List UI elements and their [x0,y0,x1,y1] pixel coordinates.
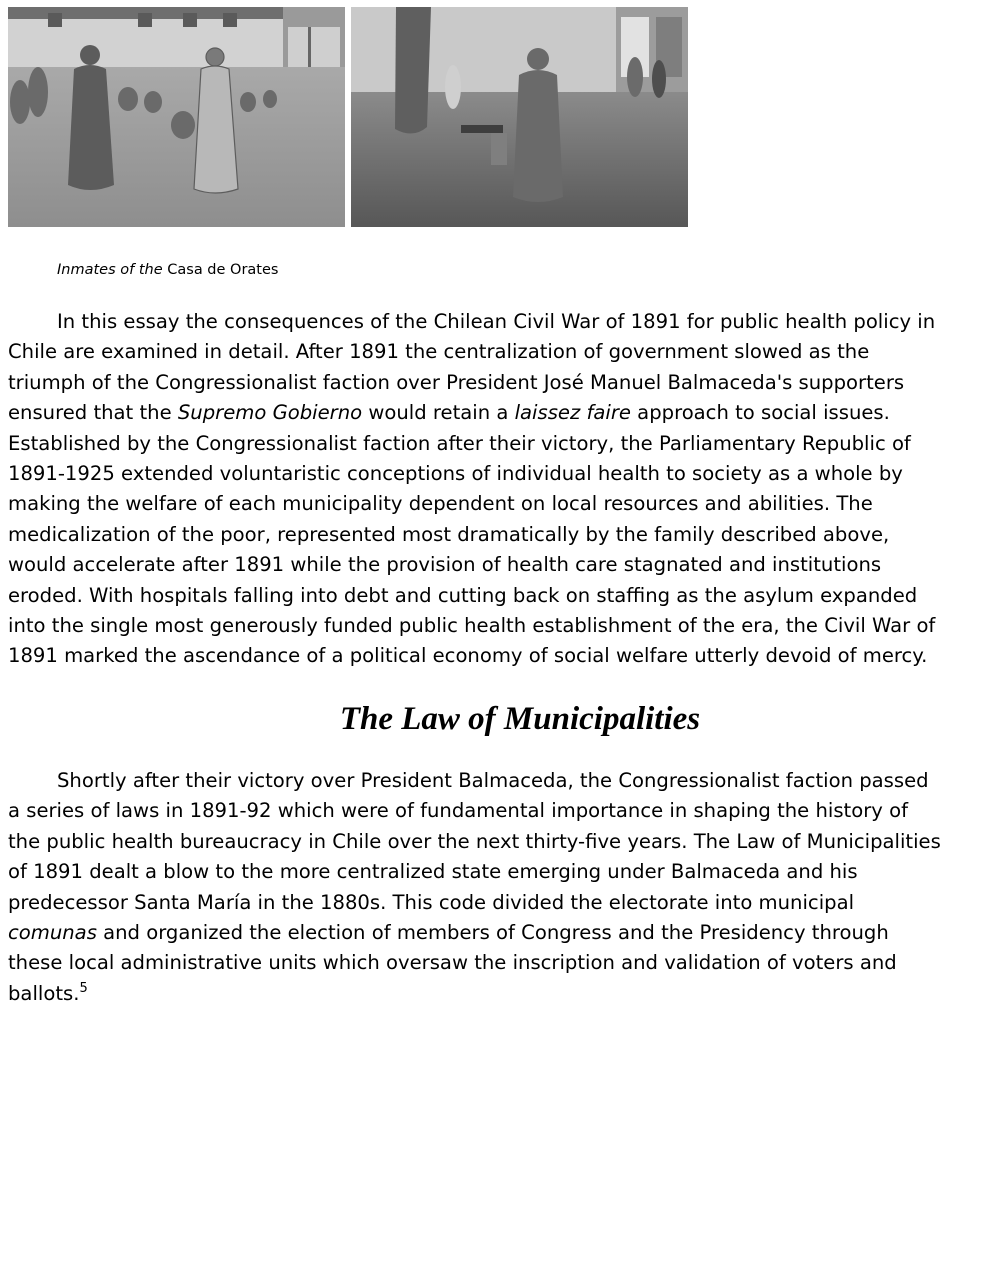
paragraph-line: a series of laws in 1891-92 which were of fundamental importance in shaping the history of [8,799,908,823]
footnote-marker[interactable]: 5 [79,980,88,996]
paragraph-line [8,398,984,428]
italic-term-comunas: comunas [8,921,97,945]
text-run: ensured that the [8,401,178,425]
intro-paragraph [8,307,984,672]
paragraph-line: predecessor Santa María in the 1880s. This code divided the electorate into municipal [8,890,855,914]
figure-caption [57,261,278,279]
paragraph-line: 1891-1925 extended voluntaristic conceptions of individual health to society as a whole by [8,462,903,486]
paragraph-line: triumph of the Congressionalist faction over President José Manuel Balmaceda's supporters [8,370,905,394]
inmates-photo-right [351,7,688,227]
paragraph-line [8,918,984,948]
text-run: ballots. [8,981,80,1005]
caption-italic-text: Inmates of the [57,262,163,278]
text-run: would retain a [362,401,515,425]
paragraph-line: eroded. With hospitals falling into debt and cutting back on staffing as the asylum expanded [8,583,918,607]
italic-term-supremo-gobierno: Supremo Gobierno [177,401,363,425]
paragraph-line: would accelerate after 1891 while the provision of health care stagnated and institutions [8,553,882,577]
paragraph-line: making the welfare of each municipality dependent on local resources and abilities. The [8,492,873,516]
section-heading: The Law of Municipalities [339,701,701,737]
paragraph-line: of 1891 dealt a blow to the more centralized state emerging under Balmaceda and his [8,860,858,884]
paragraph-line: into the single most generously funded public health establishment of the era, the Civil War of [8,614,936,638]
paragraph-line: In this essay the consequences of the Chilean Civil War of 1891 for public health policy in [57,310,936,333]
inmates-photo-left [8,7,345,227]
courtyard-photo-right-image [351,7,688,227]
caption-institution-text: Casa de Orates [167,262,279,278]
law-of-municipalities-paragraph [8,766,984,1009]
text-run: approach to social issues. [630,401,890,425]
text-run: and organized the election of members of Congress and the Presidency through [96,921,889,945]
italic-term-laissez-faire: laissez faire [514,401,631,425]
paragraph-line: Established by the Congressionalist faction after their victory, the Parliamentary Republic of [8,431,911,455]
paragraph-line: medicalization of the poor, represented most dramatically by the family described above, [8,522,890,546]
paragraph-line: Chile are examined in detail. After 1891 the centralization of government slowed as the [8,340,870,364]
paragraph-line: Shortly after their victory over President Balmaceda, the Congressionalist faction passed [57,769,929,792]
paragraph-line: these local administrative units which oversaw the inscription and validation of voters and [8,951,897,975]
courtyard-photo-left-image [8,7,345,227]
paragraph-line [8,979,984,1009]
paragraph-line: the public health bureaucracy in Chile over the next thirty-five years. The Law of Municipalities [8,829,941,853]
paragraph-line: 1891 marked the ascendance of a political economy of social welfare utterly devoid of mercy. [8,644,928,668]
